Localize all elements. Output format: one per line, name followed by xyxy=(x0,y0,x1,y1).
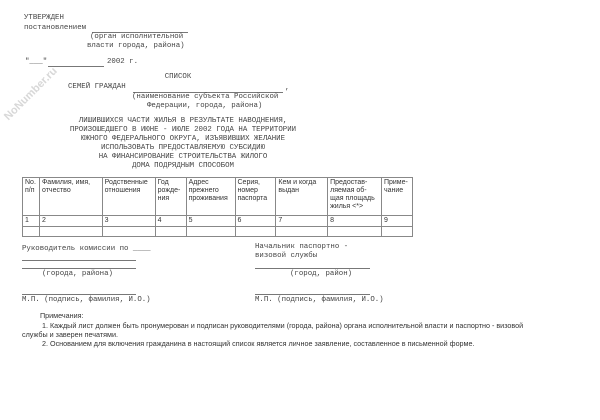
header-cell: Серия, номер паспорта xyxy=(235,178,276,216)
table-cell xyxy=(23,227,40,237)
families-label: СЕМЕЙ ГРАЖДАН xyxy=(68,83,126,91)
number-cell: 6 xyxy=(235,216,276,227)
subject-caption-1: (наименование субъекта Российской xyxy=(132,93,279,101)
signature-line xyxy=(255,294,370,295)
date-month-line xyxy=(48,66,104,67)
header-cell: No. п/п xyxy=(23,178,40,216)
title-line: ДОМА ПОДРЯДНЫМ СПОСОБОМ xyxy=(131,162,234,170)
header-cell: Адрес прежнего проживания xyxy=(186,178,235,216)
number-cell: 8 xyxy=(328,216,382,227)
header-cell: Кем и когда выдан xyxy=(276,178,328,216)
table-cell xyxy=(102,227,155,237)
families-table xyxy=(22,177,413,237)
number-cell: 3 xyxy=(102,216,155,227)
signature-line xyxy=(255,268,370,269)
list-title: СПИСОК xyxy=(164,73,192,81)
table-header-row xyxy=(23,178,413,216)
date-day: "___" xyxy=(25,58,48,66)
watermark: NoNumber.ru xyxy=(1,65,60,123)
header-cell: Родственные отношения xyxy=(102,178,155,216)
decree-label: постановлением xyxy=(24,24,87,32)
header-cell: Год рожде-ния xyxy=(155,178,186,216)
table-cell xyxy=(155,227,186,237)
note-1-cont: службы и заверен печатями. xyxy=(22,330,119,339)
title-line: ПРОИЗОШЕДШЕГО В ИЮНЕ - ИЮЛЕ 2002 ГОДА НА ТЕРРИТОРИИ xyxy=(69,126,297,134)
number-cell: 1 xyxy=(23,216,40,227)
header-cell: Приме-чание xyxy=(381,178,412,216)
table-cell xyxy=(235,227,276,237)
title-line: ЮЖНОГО ФЕДЕРАЛЬНОГО ОКРУГА, ИЗЪЯВИВШИХ ЖЕЛАНИЕ xyxy=(80,135,285,143)
subject-caption-2: Федерации, города, района) xyxy=(147,102,263,110)
header-cell: Предостав-ляемая об-щая площадь жилья <*> xyxy=(328,178,382,216)
table-cell xyxy=(39,227,102,237)
header-cell: Фамилия, имя, отчество xyxy=(39,178,102,216)
left-signature-caption: М.П. (подпись, фамилия, И.О.) xyxy=(22,296,151,304)
left-place-caption: (города, района) xyxy=(42,270,113,278)
signature-line xyxy=(22,294,136,295)
number-cell: 9 xyxy=(381,216,412,227)
notes-heading: Примечания: xyxy=(40,311,84,320)
commission-head-label: Руководитель комиссии по ____ xyxy=(22,245,151,253)
number-cell: 2 xyxy=(39,216,102,227)
comma: , xyxy=(285,84,290,92)
title-line: ЛИШИВШИХСЯ ЧАСТИ ЖИЛЬЯ В РЕЗУЛЬТАТЕ НАВОДНЕНИЯ, xyxy=(78,117,288,125)
date-year: 2002 г. xyxy=(107,58,139,66)
number-cell: 5 xyxy=(186,216,235,227)
title-line: НА ФИНАНСИРОВАНИЕ СТРОИТЕЛЬСТВА ЖИЛОГО xyxy=(98,153,268,161)
signature-line xyxy=(22,260,136,261)
title-line: ИСПОЛЬЗОВАТЬ ПРЕДОСТАВЛЯЕМУЮ СУБСИДИЮ xyxy=(100,144,266,152)
note-1: 1. Каждый лист должен быть пронумерован и подписан руководителями (города, района) органа исполнительной власти и паспортно - визовой xyxy=(42,321,524,330)
organ-caption-1: (орган исполнительной xyxy=(90,33,184,41)
note-2: 2. Основанием для включения гражданина в настоящий список является личное заявление, составленное в письменной форме. xyxy=(42,339,475,348)
approved-label: УТВЕРЖДЕН xyxy=(24,14,64,22)
table-cell xyxy=(381,227,412,237)
table-row xyxy=(23,227,413,237)
number-cell: 7 xyxy=(276,216,328,227)
table-number-row xyxy=(23,216,413,227)
signature-line xyxy=(22,268,136,269)
organ-caption-2: власти города, района) xyxy=(87,42,185,50)
number-cell: 4 xyxy=(155,216,186,227)
table-cell xyxy=(276,227,328,237)
passport-head-label-2: визовой службы xyxy=(255,252,318,260)
passport-head-label-1: Начальник паспортно - xyxy=(255,243,349,251)
right-signature-caption: М.П. (подпись, фамилия, И.О.) xyxy=(255,296,384,304)
right-place-caption: (город, район) xyxy=(290,270,353,278)
table-cell xyxy=(328,227,382,237)
table-cell xyxy=(186,227,235,237)
